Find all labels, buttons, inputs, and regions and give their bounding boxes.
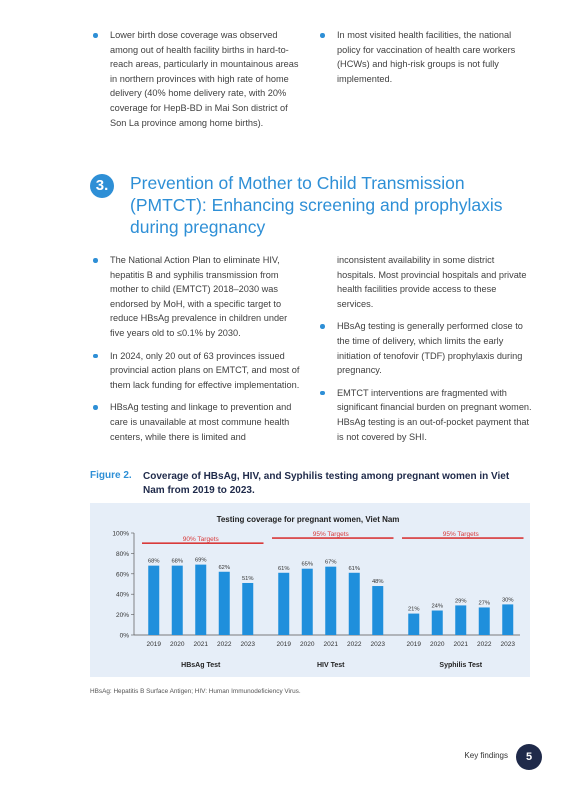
x-tick-label: 2021	[453, 641, 468, 648]
body-right-column	[317, 253, 535, 452]
x-tick-label: 2020	[430, 641, 445, 648]
bar	[349, 573, 360, 635]
list-item: EMTCT interventions are fragmented with significant financial burden on pregnant women. HBsAg testing is an out-of-pocket payment that is not covered by SHI.	[317, 386, 535, 444]
bar	[432, 611, 443, 635]
footnote: HBsAg: Hepatitis B Surface Antigen; HIV: Human Immunodeficiency Virus.	[90, 688, 301, 695]
body-left-column	[90, 253, 300, 452]
list-item: The National Action Plan to eliminate HIV, hepatitis B and syphilis transmission from mother to child (EMTCT) 2018–2030 was endorsed by MoH, with a specific target to reduce HBsAg prevalence in children under five years old to ≤0.1% by 2030.	[90, 253, 300, 341]
continued-paragraph: inconsistent availability in some district hospitals. Most provincial hospitals and private health facilities provide access to these services.	[337, 255, 527, 309]
bar	[172, 566, 183, 635]
target-label: 90% Targets	[182, 536, 219, 544]
bullet-icon	[93, 33, 98, 38]
section-number: 3.	[90, 174, 114, 198]
target-label: 95% Targets	[442, 531, 479, 539]
data-label: 24%	[431, 603, 444, 610]
x-tick-label: 2019	[406, 641, 421, 648]
chart-title: Testing coverage for pregnant women, Viet Nam	[216, 515, 400, 524]
bullet-icon	[93, 258, 98, 263]
data-label: 68%	[147, 558, 160, 565]
bar	[219, 572, 230, 635]
bullet-icon	[93, 354, 98, 359]
y-tick-label: 60%	[115, 571, 129, 579]
y-tick-label: 80%	[115, 550, 129, 558]
group-label: HBsAg Test	[181, 662, 221, 669]
x-tick-label: 2020	[170, 641, 185, 648]
data-label: 61%	[277, 565, 290, 572]
bar	[372, 586, 383, 635]
x-tick-label: 2023	[370, 641, 385, 648]
data-label: 67%	[324, 559, 337, 566]
figure-label: Figure 2.	[90, 470, 132, 481]
x-tick-label: 2021	[323, 641, 338, 648]
bullet-icon	[320, 33, 325, 38]
data-label: 30%	[501, 597, 514, 604]
bar	[455, 605, 466, 635]
top-left-column	[90, 28, 300, 138]
x-tick-label: 2022	[217, 641, 232, 648]
list-item: In 2024, only 20 out of 63 provinces issued provincial action plans on EMTCT, and most of them lack funding for effective implementation.	[90, 349, 300, 393]
data-label: 68%	[171, 558, 184, 565]
x-tick-label: 2019	[146, 641, 161, 648]
bullet-icon	[320, 391, 325, 396]
x-tick-label: 2022	[477, 641, 492, 648]
data-label: 69%	[194, 557, 207, 564]
bullet-icon	[320, 324, 325, 329]
group-label: Syphilis Test	[439, 662, 483, 669]
bar	[479, 607, 490, 635]
x-tick-label: 2023	[240, 641, 255, 648]
data-label: 27%	[478, 600, 491, 607]
x-tick-label: 2021	[193, 641, 208, 648]
x-tick-label: 2023	[500, 641, 515, 648]
bullet-icon	[93, 405, 98, 410]
bar	[148, 566, 159, 635]
list-item: HBsAg testing is generally performed close to the time of delivery, which limits the early initiation of tenofovir (TDF) prophylaxis during pregnancy.	[317, 319, 535, 377]
list-item: HBsAg testing and linkage to prevention and care is unavailable at most commune health centers, while there is limited and	[90, 400, 300, 444]
top-right-column	[317, 28, 535, 94]
target-label: 95% Targets	[312, 531, 349, 539]
y-tick-label: 0%	[119, 632, 129, 640]
bar	[408, 614, 419, 635]
bar	[242, 583, 253, 635]
data-label: 21%	[407, 606, 420, 613]
y-tick-label: 100%	[112, 530, 129, 538]
bar	[325, 567, 336, 635]
page-number: 5	[516, 744, 542, 770]
figure-title: Coverage of HBsAg, HIV, and Syphilis testing among pregnant women in Viet Nam from 2019 to 2023.	[143, 471, 510, 496]
data-label: 61%	[348, 565, 361, 572]
x-tick-label: 2019	[276, 641, 291, 648]
data-label: 29%	[454, 598, 467, 605]
data-label: 65%	[301, 561, 314, 568]
bar	[502, 604, 513, 635]
data-label: 62%	[218, 564, 231, 571]
y-tick-label: 20%	[115, 612, 129, 620]
group-label: HIV Test	[317, 662, 345, 669]
data-label: 48%	[371, 579, 384, 586]
list-item: Lower birth dose coverage was observed among out of health facility births in hard-to-reach areas, particularly in mountainous areas in northern provinces with high rate of home delivery (40% home delivery rate, with 20% coverage for HepB-BD in Mai Son district of Son La province among home births).	[90, 28, 300, 130]
bar	[195, 565, 206, 635]
x-tick-label: 2020	[300, 641, 315, 648]
section-title: Prevention of Mother to Child Transmission (PMTCT): Enhancing screening and prophylaxis during pregnancy	[130, 173, 503, 237]
coverage-bar-chart	[90, 503, 530, 677]
y-tick-label: 40%	[115, 591, 129, 599]
list-item: In most visited health facilities, the national policy for vaccination of health care workers (HCWs) and high-risk groups is not fully implemented.	[317, 28, 535, 86]
bar	[302, 569, 313, 635]
footer-section-label: Key findings	[464, 751, 508, 760]
bar	[278, 573, 289, 635]
x-tick-label: 2022	[347, 641, 362, 648]
data-label: 51%	[241, 575, 254, 582]
chart-panel	[90, 503, 530, 677]
